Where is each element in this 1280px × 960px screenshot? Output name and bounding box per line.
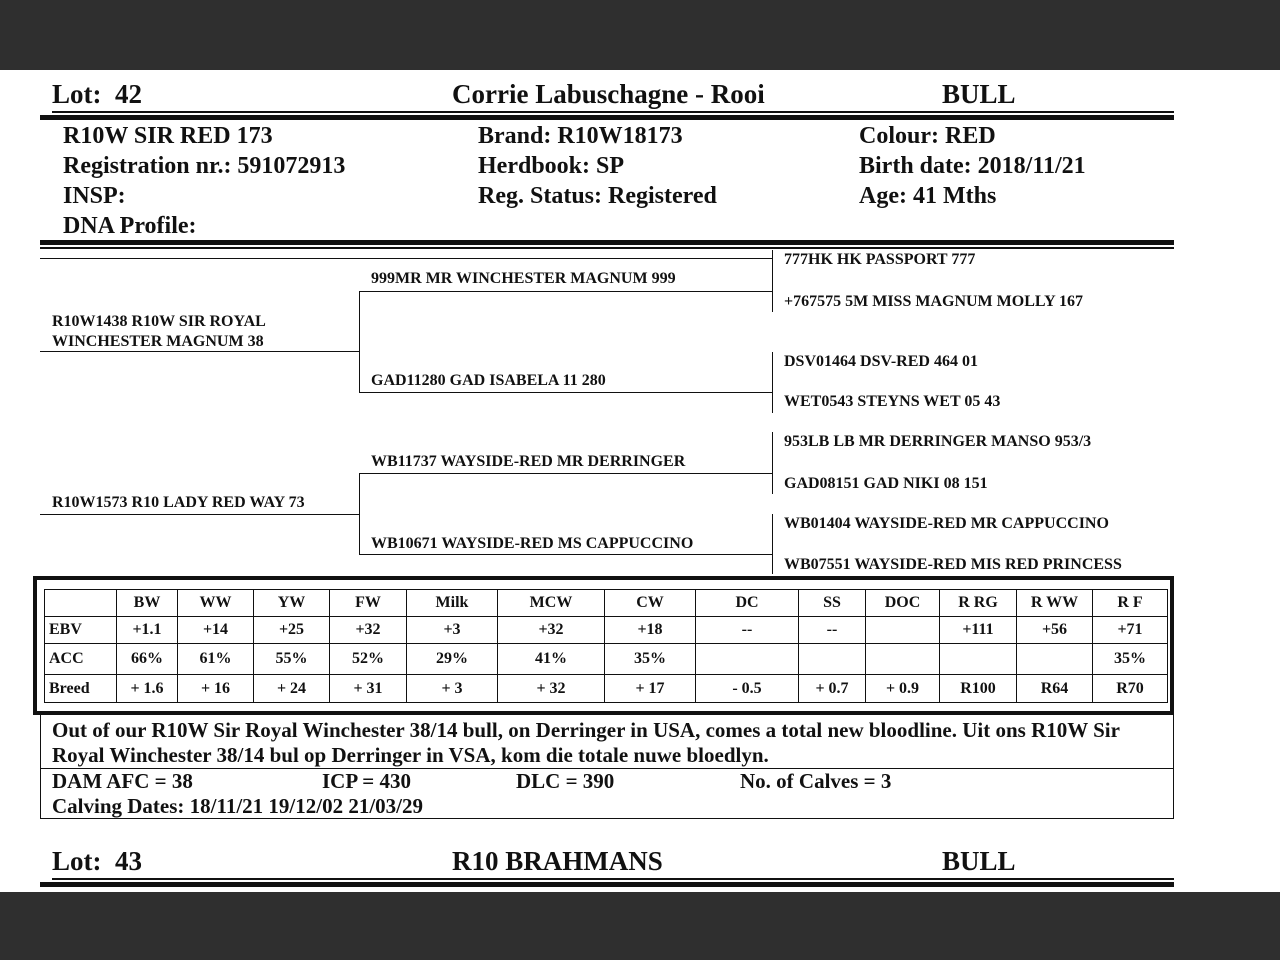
info-rule-thin (40, 247, 1174, 249)
animal-name: R10W SIR RED 173 (63, 123, 273, 149)
ebv-cell: R100 (940, 675, 1017, 703)
lot-header (52, 79, 142, 110)
ebv-cell: 66% (117, 644, 178, 675)
ebv-cell: + 31 (330, 675, 407, 703)
pedigree-sire-line1: R10W1438 R10W SIR ROYAL (52, 313, 266, 330)
ebv-cell: 52% (330, 644, 407, 675)
pedigree-ggp-8: WB07551 WAYSIDE-RED MIS RED PRINCESS (784, 556, 1122, 573)
info-rule-thick (40, 240, 1174, 245)
pedigree-ggp-7: WB01404 WAYSIDE-RED MR CAPPUCCINO (784, 515, 1109, 532)
ebv-header-cell: BW (117, 590, 178, 617)
comment-line-2: Royal Winchester 38/14 bul op Derringer in VSA, kom die totale nuwe bloedlyn. (52, 743, 769, 767)
ebv-row-ebv (45, 617, 1168, 644)
ebv-header-cell: R RG (940, 590, 1017, 617)
ggp-bracket-4 (772, 514, 773, 574)
ebv-cell: +32 (498, 617, 605, 644)
sire-bracket (359, 291, 360, 393)
ebv-cell: + 16 (178, 675, 254, 703)
registration-number: Registration nr.: 591072913 (63, 153, 346, 179)
header-rule-thick (40, 115, 1174, 120)
ebv-cell: + 3 (407, 675, 498, 703)
next-lot-rule-thin (52, 878, 1174, 880)
ebv-row-label: EBV (45, 617, 117, 644)
dam-dam-rule (359, 554, 773, 555)
ebv-cell: +18 (605, 617, 696, 644)
ebv-cell: + 17 (605, 675, 696, 703)
pedigree-sire-line2: WINCHESTER MAGNUM 38 (52, 333, 264, 350)
ebv-cell: + 32 (498, 675, 605, 703)
next-lot-label: Lot: (52, 846, 102, 876)
ebv-header-cell: YW (254, 590, 330, 617)
next-lot-breeder: R10 BRAHMANS (452, 846, 663, 876)
ebv-cell: +14 (178, 617, 254, 644)
reg-status-field: Reg. Status: Registered (478, 183, 717, 209)
pedigree-sire-dam: GAD11280 GAD ISABELA 11 280 (371, 372, 606, 389)
age-field: Age: 41 Mths (859, 183, 997, 209)
ebv-header-cell: SS (799, 590, 866, 617)
header-rule-thin (52, 111, 1174, 113)
ebv-row-acc (45, 644, 1168, 675)
ebv-cell (1017, 644, 1093, 675)
next-lot-rule-thick (40, 882, 1174, 887)
ebv-cell: +111 (940, 617, 1017, 644)
ebv-header-cell: MCW (498, 590, 605, 617)
dam-rule (40, 514, 360, 515)
ebv-cell: 61% (178, 644, 254, 675)
icp-value: ICP = 430 (322, 769, 411, 793)
catalogue-page (0, 70, 1280, 892)
ebv-cell: + 0.7 (799, 675, 866, 703)
ebv-cell: R64 (1017, 675, 1093, 703)
ebv-cell: +3 (407, 617, 498, 644)
ebv-cell: 55% (254, 644, 330, 675)
ebv-cell: -- (799, 617, 866, 644)
pedigree-dam: R10W1573 R10 LADY RED WAY 73 (52, 494, 305, 511)
lot-number: 42 (115, 79, 142, 109)
ebv-cell: +32 (330, 617, 407, 644)
next-lot-header (52, 846, 142, 877)
comment-line-1: Out of our R10W Sir Royal Winchester 38/14 bull, on Derringer in USA, comes a total new bloodline. Uit ons R10W Sir (52, 718, 1120, 742)
herdbook-field: Herdbook: SP (478, 153, 625, 179)
pedigree-ggp-1: 777HK HK PASSPORT 777 (784, 251, 976, 268)
ebv-header-cell: DC (696, 590, 799, 617)
birth-date-field: Birth date: 2018/11/21 (859, 153, 1086, 179)
next-lot-sex: BULL (942, 846, 1016, 876)
ebv-cell: + 0.9 (866, 675, 940, 703)
ebv-cell (866, 617, 940, 644)
calves-count: No. of Calves = 3 (740, 769, 892, 793)
ebv-cell (696, 644, 799, 675)
ebv-cell (866, 644, 940, 675)
ebv-cell: +71 (1093, 617, 1168, 644)
ebv-cell: +1.1 (117, 617, 178, 644)
ebv-cell: 41% (498, 644, 605, 675)
pedigree-sire (52, 312, 266, 352)
ebv-cell: 35% (605, 644, 696, 675)
ebv-header-cell: R F (1093, 590, 1168, 617)
ebv-row-breed (45, 675, 1168, 703)
animal-info-right (859, 121, 1086, 211)
ggp-bracket-1 (772, 250, 773, 312)
ebv-row-label: Breed (45, 675, 117, 703)
ebv-header-cell: Milk (407, 590, 498, 617)
ebv-header-cell: WW (178, 590, 254, 617)
dam-afc: DAM AFC = 38 (52, 769, 193, 793)
pedigree-dam-sire: WB11737 WAYSIDE-RED MR DERRINGER (371, 453, 686, 470)
dam-bracket (359, 473, 360, 555)
ebv-cell: +25 (254, 617, 330, 644)
next-lot-number: 43 (115, 846, 142, 876)
ebv-cell: + 1.6 (117, 675, 178, 703)
calving-dates: Calving Dates: 18/11/21 19/12/02 21/03/29 (52, 794, 424, 818)
ebv-cell: -- (696, 617, 799, 644)
ebv-cell (799, 644, 866, 675)
ebv-cell: - 0.5 (696, 675, 799, 703)
dam-sire-rule (359, 473, 773, 474)
ebv-header-cell (45, 590, 117, 617)
insp-field: INSP: (63, 183, 126, 209)
ebv-cell: 29% (407, 644, 498, 675)
ebv-header-cell: DOC (866, 590, 940, 617)
pedigree-top-rule (40, 258, 773, 259)
sire-rule (40, 351, 360, 352)
dlc-value: DLC = 390 (516, 769, 615, 793)
ebv-row-label: ACC (45, 644, 117, 675)
sire-dam-rule (359, 392, 773, 393)
sire-sire-rule (359, 291, 773, 292)
ebv-cell: +56 (1017, 617, 1093, 644)
animal-sex: BULL (942, 79, 1016, 109)
animal-info-middle (478, 121, 717, 211)
ebv-cell (940, 644, 1017, 675)
ggp-bracket-3 (772, 432, 773, 494)
ebv-cell: 35% (1093, 644, 1168, 675)
ebv-table (44, 589, 1168, 703)
breeder-name: Corrie Labuschagne - Rooi (452, 79, 765, 109)
ebv-header-cell: R WW (1017, 590, 1093, 617)
ebv-cell: R70 (1093, 675, 1168, 703)
pedigree-ggp-4: WET0543 STEYNS WET 05 43 (784, 393, 1001, 410)
pedigree-dam-dam: WB10671 WAYSIDE-RED MS CAPPUCCINO (371, 535, 694, 552)
ebv-header-cell: FW (330, 590, 407, 617)
ebv-header-row (45, 590, 1168, 617)
pedigree-ggp-2: +767575 5M MISS MAGNUM MOLLY 167 (784, 293, 1084, 310)
lot-label: Lot: (52, 79, 102, 109)
ggp-bracket-2 (772, 352, 773, 413)
animal-info-left (63, 121, 345, 241)
pedigree-ggp-5: 953LB LB MR DERRINGER MANSO 953/3 (784, 433, 1092, 450)
colour-field: Colour: RED (859, 123, 996, 149)
dna-profile-field: DNA Profile: (63, 213, 197, 239)
pedigree-sire-sire: 999MR MR WINCHESTER MAGNUM 999 (371, 270, 676, 287)
pedigree-ggp-6: GAD08151 GAD NIKI 08 151 (784, 475, 988, 492)
pedigree-ggp-3: DSV01464 DSV-RED 464 01 (784, 353, 978, 370)
brand-field: Brand: R10W18173 (478, 123, 683, 149)
ebv-header-cell: CW (605, 590, 696, 617)
ebv-cell: + 24 (254, 675, 330, 703)
